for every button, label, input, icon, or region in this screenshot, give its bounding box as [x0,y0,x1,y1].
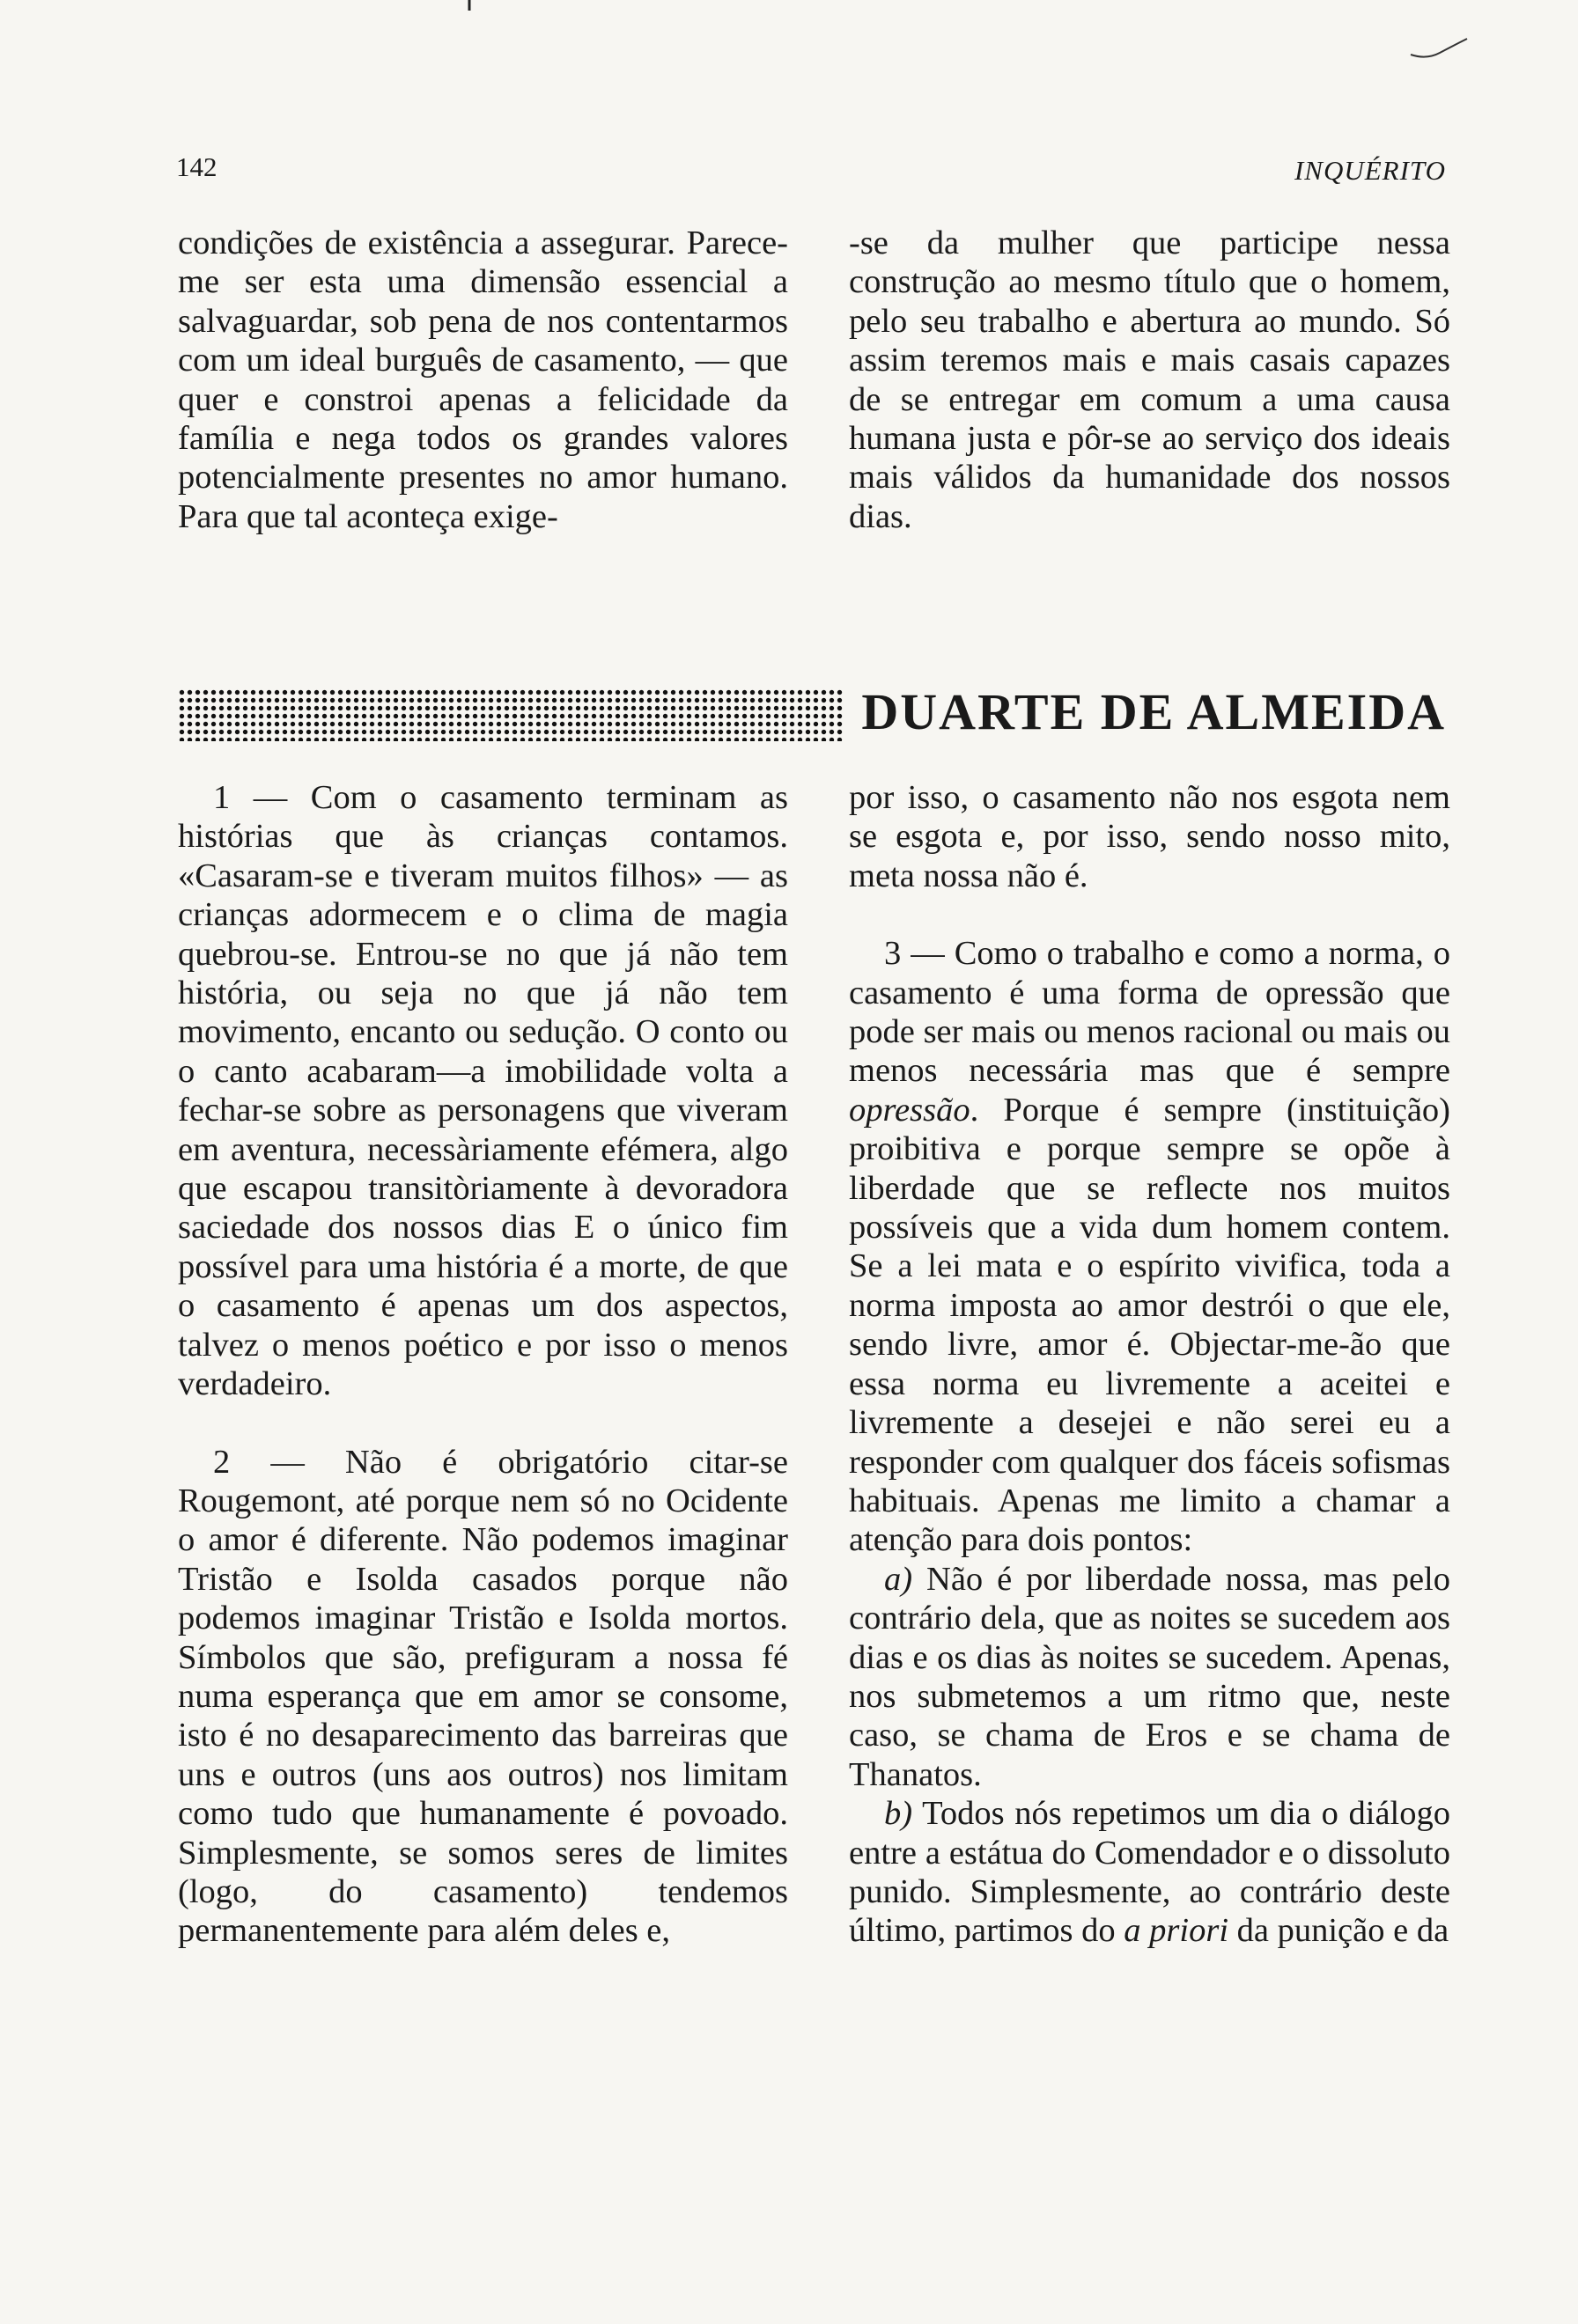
top-right-paragraph: -se da mulher que participe nessa construção ao mesmo título que o homem, pelo seu trabalho e abertura ao mundo. Só assim teremos mais e mais casais capazes de se entregar em comum a uma causa humana justa e pôr-se ao serviço dos ideais mais válidos da humanidade dos nossos dias. [849,224,1450,535]
top-left-paragraph: condições de existência a assegurar. Parece-me ser esta uma dimensão essencial a salvaguardar, sob pena de nos contentarmos com um ideal burguês de casamento, — que quer e constroi apenas a felicidade da família e nega todos os grandes valores potencialmente presentes no amor humano. Para que tal aconteça exige- [178,224,788,535]
essay-right-column [849,778,1450,1951]
point-a [849,1560,1450,1794]
point-b [849,1794,1450,1951]
page-number: 142 [176,151,218,182]
paragraph-3-text-start: 3 — Como o trabalho e como a norma, o casamento é uma forma de opressão que pode ser mais ou menos racional ou mais ou menos necessária mas que é sempre [849,935,1450,1090]
top-right-column [849,224,1450,536]
point-a-label: a) [884,1560,913,1598]
paragraph-2: 2 — Não é obrigatório citar-se Rougemont, até porque nem só no Ocidente o amor é diferente. Não podemos imaginar Tristão e Isolda casados porque não podemos imaginar Tristão e Isolda mortos. Símbolos que são, prefiguram a nossa fé numa esperança que em amor se consome, isto é no desaparecimento das barreiras que uns e outros (uns aos outros) nos limitam como tudo que humanamente é povoado. Simplesmente, se somos seres de limites (logo, do casamento) tendemos permanentemente para além deles e, [178,1443,788,1950]
running-title: INQUÉRITO [1294,155,1446,186]
emphasis-opressao: opressão [849,1091,970,1129]
top-edge-mark [465,0,474,12]
author-heading: DUARTE DE ALMEIDA [861,683,1446,740]
essay-left-column [178,778,788,1951]
point-b-text-start: Todos nós repetimos um dia o diálogo entre a estátua do Comendador e o dissoluto punido. Simplesmente, ao contrário deste último, partimos do [849,1795,1450,1950]
pencil-mark [1409,35,1471,62]
emphasis-a-priori: a priori [1124,1912,1229,1950]
point-a-text: Não é por liberdade nossa, mas pelo contrário dela, que as noites se sucedem aos dias e os dias às noites se sucedem. Apenas, nos submetemos a um ritmo que, neste caso, se chama de Eros e se chama de Thanatos. [849,1560,1450,1793]
ornamental-dot-bar [178,688,844,741]
top-left-column [178,224,788,536]
point-b-text-end: da punição e da [1228,1912,1449,1950]
paragraph-1-continued: por isso, o casamento não nos esgota nem se esgota e, por isso, sendo nosso mito, meta nossa não é. [849,779,1450,894]
paragraph-3 [849,934,1450,1560]
point-b-label: b) [884,1795,913,1833]
paragraph-1: 1 — Com o casamento terminam as histórias que às crianças contamos. «Casaram-se e tiveram muitos filhos» — as crianças adormecem e o clima de magia quebrou-se. Entrou-se no que já não tem história, ou seja no que já não tem movimento, encanto ou sedução. O conto ou o canto acabaram—a imobilidade volta a fechar-se sobre as personagens que viveram em aventura, necessàriamente efémera, algo que escapou transitòriamente à devoradora saciedade dos nossos dias E o único fim possível para uma história é a morte, de que o casamento é apenas um dos aspectos, talvez o menos poético e por isso o menos verdadeiro. [178,779,788,1403]
paragraph-3-text-end: . Porque é sempre (instituição) proibitiva e porque sempre se opõe à liberdade que se reflecte nos muitos possíveis que a vida dum homem contem. Se a lei mata e o espírito vivifica, toda a norma imposta ao amor destrói o que ele, sendo livre, amor é. Objectar-me-ão que essa norma eu livremente a aceitei e livremente a desejei e não serei eu a responder com qualquer dos fáceis sofismas habituais. Apenas me limito a chamar a atenção para dois pontos: [849,1091,1450,1559]
